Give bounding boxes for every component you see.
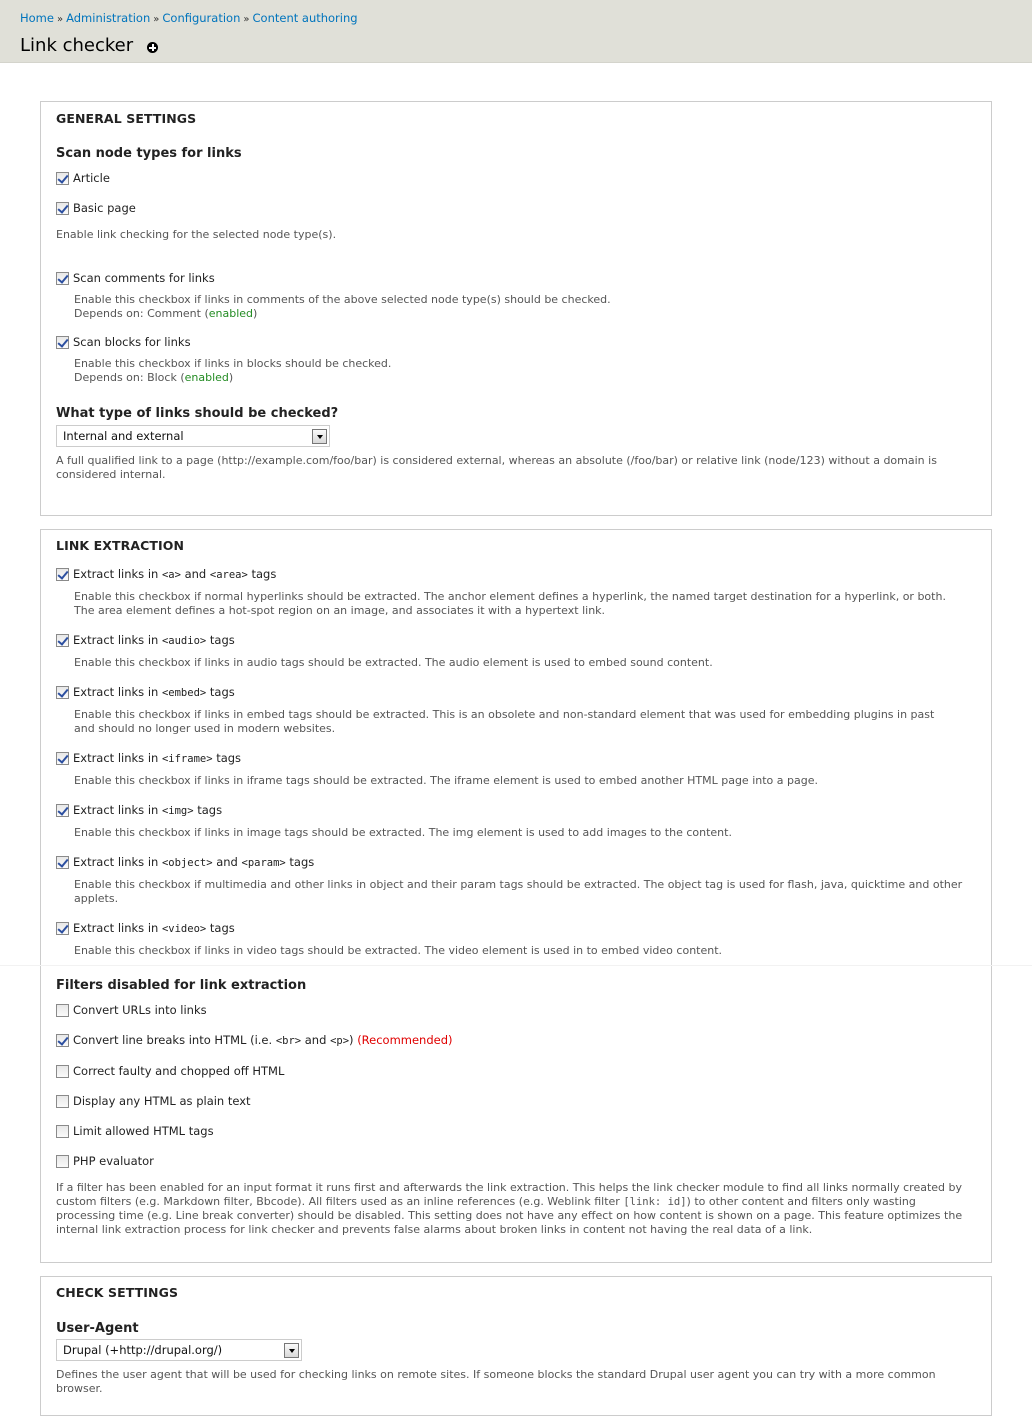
extraction-description: Enable this checkbox if links in embed tags should be extracted. This is an obsolete and non-standard element that was used for embedding plugins in past and should no longer used in modern websites. [74,708,935,735]
tag-code: <object> [161,857,213,869]
extraction-item-iframe [56,750,976,788]
extraction-item-object-param [56,854,976,906]
checkbox-checked-icon[interactable] [56,686,69,699]
label-text: Extract links in [73,751,162,765]
extraction-description: Enable this checkbox if links in iframe tags should be extracted. The iframe element is used to embed another HTML page into a page. [74,774,818,787]
extraction-item-video [56,920,976,958]
breadcrumb [20,11,1012,27]
checkbox-filter-correct-html[interactable] [56,1063,976,1079]
breadcrumb-separator: » [56,14,64,25]
label-text: Convert line breaks into HTML (i.e. [73,1033,276,1047]
check-settings-legend: CHECK SETTINGS [56,1285,179,1300]
scan-blocks-description [56,357,976,385]
checkbox-extract-img[interactable] [56,802,976,818]
checkbox-checked-icon[interactable] [56,634,69,647]
checkbox-label [73,633,235,647]
scan-comments-description [56,293,976,321]
page-header [0,0,1032,63]
link-type-description: A full qualified link to a page (http://example.com/foo/bar) is considered external, whereas an absolute (/foo/bar) or relative link (node/123) without a domain is considered internal. [56,454,937,481]
label-text: tags [212,751,242,765]
checkbox-label: Article [73,171,110,185]
checkbox-extract-object-param[interactable] [56,854,976,870]
select-value: Internal and external [63,429,184,443]
breadcrumb-separator: » [243,14,250,25]
main-content [0,63,1032,1416]
checkbox-label: Scan comments for links [73,271,215,285]
extraction-description: Enable this checkbox if multimedia and other links in object and their param tags should be extracted. The object tag is used for flash, java, quicktime and other applets. [74,878,963,905]
dropdown-arrow-icon[interactable] [312,429,327,444]
extraction-description: Enable this checkbox if links in image tags should be extracted. The img element is used to add images to the content. [74,826,732,839]
checkbox-label [73,685,235,699]
tag-code: <br> [275,1035,302,1047]
breadcrumb-separator: » [153,14,160,25]
depends-suffix: ) [253,307,258,320]
label-text: and [212,855,242,869]
select-value: Drupal (+http://drupal.org/) [63,1343,223,1357]
label-text: tags [206,633,235,647]
extraction-item-audio [56,632,976,670]
checkbox-label: Correct faulty and chopped off HTML [73,1064,285,1078]
tag-code: <embed> [161,687,207,699]
checkbox-filter-plain-text[interactable] [56,1093,976,1109]
checkbox-label [73,751,241,765]
tag-code: <audio> [161,635,207,647]
dropdown-arrow-icon[interactable] [284,1343,299,1358]
depends-suffix: ) [228,371,234,384]
checkbox-extract-iframe[interactable] [56,750,976,766]
checkbox-label [73,567,276,581]
label-text: Extract links in [73,921,162,935]
checkbox-extract-video[interactable] [56,920,976,936]
extraction-description: Enable this checkbox if normal hyperlinks should be extracted. The anchor element defines a hyperlink, the named target destination for a hyperlink, or both. The area element defines a hot-spot region on an image, and associates it with a hypertext link. [74,590,946,617]
check-settings-fieldset [40,1276,992,1416]
filters-disabled-title: Filters disabled for link extraction [56,978,307,993]
filters-description [56,1181,976,1237]
description-text: Enable this checkbox if links in comments of the above selected node type(s) should be checked. [74,293,611,306]
checkbox-label [73,1033,453,1047]
page-title: Link checker [20,35,134,56]
checkbox-checked-icon[interactable] [56,172,69,185]
checkbox-filter-line-breaks[interactable] [56,1032,976,1048]
depends-label: Depends on: Comment ( [74,307,209,320]
label-text: Extract links in [73,803,162,817]
label-text: ) [349,1033,354,1047]
user-agent-select[interactable] [56,1339,302,1361]
label-text: and [180,567,210,581]
label-text: Extract links in [73,633,162,647]
description-text: ) to other content and filters only wasting processing time (e.g. Line break converter) should be disabled. This setting does not have any effect on how content is shown on a page. This feature optimizes the internal link extraction process for link checker and prevents false alarms about broken links in content not having the real data of a link. [56,1195,963,1236]
link-type-select[interactable] [56,425,330,447]
checkbox-checked-icon[interactable] [56,1034,69,1047]
description-text: If a filter has been enabled for an input format it runs first and afterwards the link extraction. This helps the link checker module to find all links normally created by custom filters (e.g. Markdown filter, Bbcode). All filters used as an inline references (e.g. Weblink filter [56,1181,963,1208]
checkbox-unchecked-icon[interactable] [56,1125,69,1138]
checkbox-label: Limit allowed HTML tags [73,1124,214,1138]
checkbox-checked-icon[interactable] [56,568,69,581]
link-extraction-fieldset [40,529,992,1263]
checkbox-label: Display any HTML as plain text [73,1094,251,1108]
label-text: Extract links in [73,567,162,581]
extraction-item-img [56,802,976,840]
label-text: tags [206,921,235,935]
enabled-status: enabled [208,307,254,320]
depends-label: Depends on: Block ( [74,371,185,384]
node-types-description: Enable link checking for the selected node type(s). [56,228,337,241]
extraction-item-a-area [56,566,976,618]
checkbox-extract-a-area[interactable] [56,566,976,582]
checkbox-extract-embed[interactable] [56,684,976,700]
checkbox-filter-php[interactable] [56,1153,976,1169]
general-settings-fieldset [40,101,992,516]
link-type-title: What type of links should be checked? [56,406,339,421]
checkbox-filter-limit-tags[interactable] [56,1123,976,1139]
extraction-description: Enable this checkbox if links in video tags should be extracted. The video element is used in to embed video content. [74,944,723,957]
checkbox-unchecked-icon[interactable] [56,1095,69,1108]
label-text: tags [193,803,223,817]
description-text: Enable this checkbox if links in blocks should be checked. [74,357,392,370]
label-text: tags [247,567,277,581]
user-agent-title: User-Agent [56,1321,139,1336]
checkbox-checked-icon[interactable] [56,856,69,869]
checkbox-label [73,921,235,935]
extraction-description: Enable this checkbox if links in audio tags should be extracted. The audio element is used to embed sound content. [74,656,713,669]
inline-code: [link: id] [623,1196,687,1208]
checkbox-filter-convert-urls[interactable] [56,1002,976,1018]
tag-code: <p> [330,1035,350,1047]
checkbox-article[interactable] [56,170,976,186]
scan-node-types-title: Scan node types for links [56,146,242,161]
extraction-item-embed [56,684,976,736]
breadcrumb-content-authoring[interactable]: Content authoring [252,11,358,25]
label-text: tags [206,685,235,699]
enabled-status: enabled [184,371,229,384]
checkbox-scan-comments[interactable] [56,270,976,286]
divider [0,965,1032,966]
checkbox-checked-icon[interactable] [56,804,69,817]
add-shortcut-icon[interactable] [147,42,158,53]
checkbox-unchecked-icon[interactable] [56,1004,69,1017]
user-agent-description: Defines the user agent that will be used for checking links on remote sites. If someone blocks the standard Drupal user agent you can try with a more common browser. [56,1368,936,1395]
checkbox-checked-icon[interactable] [56,922,69,935]
general-settings-legend: GENERAL SETTINGS [56,111,197,126]
checkbox-label: PHP evaluator [73,1154,154,1168]
tag-code: <iframe> [161,753,213,765]
link-extraction-legend: LINK EXTRACTION [56,538,185,553]
checkbox-checked-icon[interactable] [56,202,69,215]
breadcrumb-home[interactable]: Home [20,11,54,25]
checkbox-scan-blocks[interactable] [56,334,976,350]
checkbox-extract-audio[interactable] [56,632,976,648]
checkbox-unchecked-icon[interactable] [56,1155,69,1168]
checkbox-label: Basic page [73,201,136,215]
tag-code: <a> [161,569,181,581]
checkbox-checked-icon[interactable] [56,272,69,285]
breadcrumb-administration[interactable]: Administration [66,11,151,25]
breadcrumb-configuration[interactable]: Configuration [162,11,241,25]
tag-code: <img> [161,805,194,817]
tag-code: <param> [241,857,286,869]
checkbox-basic-page[interactable] [56,200,976,216]
checkbox-label [73,803,222,817]
checkbox-checked-icon[interactable] [56,752,69,765]
tag-code: <area> [209,569,248,581]
checkbox-label: Scan blocks for links [73,335,191,349]
label-text: Extract links in [73,685,162,699]
checkbox-label: Convert URLs into links [73,1003,207,1017]
label-text: Extract links in [73,855,162,869]
label-text: tags [285,855,315,869]
recommended-badge: (Recommended) [357,1033,453,1047]
checkbox-unchecked-icon[interactable] [56,1065,69,1078]
tag-code: <video> [161,923,207,935]
checkbox-label [73,855,314,869]
label-text: and [301,1033,331,1047]
checkbox-checked-icon[interactable] [56,336,69,349]
